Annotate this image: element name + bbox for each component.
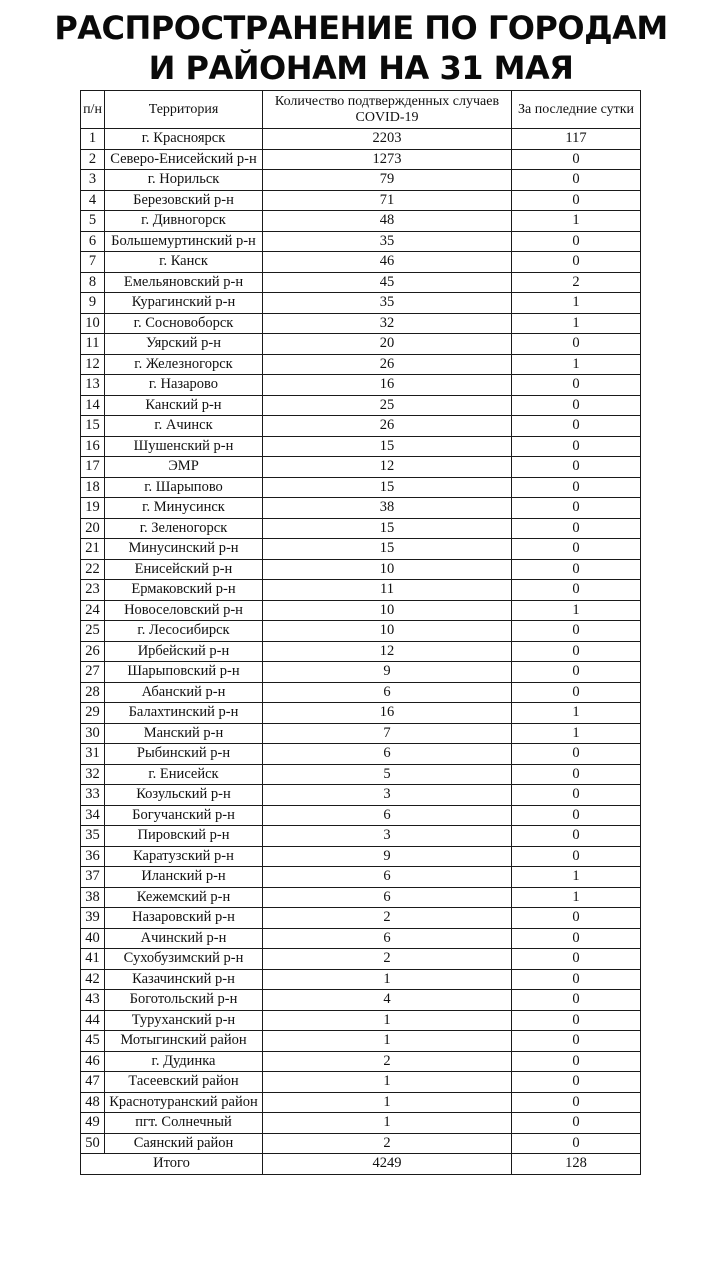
row-confirmed: 79 (263, 170, 512, 191)
row-territory: Назаровский р-н (105, 908, 263, 929)
row-number: 13 (81, 375, 105, 396)
row-number: 9 (81, 293, 105, 314)
row-confirmed: 6 (263, 682, 512, 703)
row-territory: Ермаковский р-н (105, 580, 263, 601)
row-confirmed: 6 (263, 744, 512, 765)
row-last-day: 0 (512, 682, 641, 703)
row-confirmed: 9 (263, 846, 512, 867)
row-territory: Рыбинский р-н (105, 744, 263, 765)
row-last-day: 1 (512, 703, 641, 724)
row-number: 17 (81, 457, 105, 478)
row-number: 22 (81, 559, 105, 580)
row-number: 19 (81, 498, 105, 519)
table-row (81, 1092, 641, 1113)
row-last-day: 1 (512, 211, 641, 232)
row-territory: Минусинский р-н (105, 539, 263, 560)
row-confirmed: 2 (263, 908, 512, 929)
row-last-day: 0 (512, 1010, 641, 1031)
row-confirmed: 2 (263, 1051, 512, 1072)
row-last-day: 0 (512, 334, 641, 355)
row-last-day: 1 (512, 313, 641, 334)
row-number: 28 (81, 682, 105, 703)
row-territory: Мотыгинский район (105, 1031, 263, 1052)
total-confirmed: 4249 (263, 1154, 512, 1175)
row-last-day: 1 (512, 723, 641, 744)
row-territory: Енисейский р-н (105, 559, 263, 580)
row-number: 24 (81, 600, 105, 621)
row-number: 14 (81, 395, 105, 416)
table-row (81, 518, 641, 539)
row-confirmed: 35 (263, 293, 512, 314)
row-number: 33 (81, 785, 105, 806)
row-territory: г. Норильск (105, 170, 263, 191)
row-confirmed: 6 (263, 887, 512, 908)
row-last-day: 2 (512, 272, 641, 293)
row-last-day: 0 (512, 990, 641, 1011)
row-last-day: 0 (512, 170, 641, 191)
row-territory: г. Железногорск (105, 354, 263, 375)
row-number: 7 (81, 252, 105, 273)
row-number: 40 (81, 928, 105, 949)
row-last-day: 0 (512, 539, 641, 560)
row-confirmed: 12 (263, 641, 512, 662)
row-territory: г. Дивногорск (105, 211, 263, 232)
table-row (81, 313, 641, 334)
table-row (81, 436, 641, 457)
row-territory: пгт. Солнечный (105, 1113, 263, 1134)
header-territory: Территория (105, 91, 263, 129)
table-row (81, 1051, 641, 1072)
row-last-day: 0 (512, 395, 641, 416)
table-row (81, 457, 641, 478)
table-row (81, 682, 641, 703)
table-row (81, 744, 641, 765)
row-confirmed: 10 (263, 621, 512, 642)
row-number: 3 (81, 170, 105, 191)
row-territory: Канский р-н (105, 395, 263, 416)
table-row (81, 272, 641, 293)
row-confirmed: 12 (263, 457, 512, 478)
row-confirmed: 4 (263, 990, 512, 1011)
row-number: 8 (81, 272, 105, 293)
title-line-2: И РАЙОНАМ НА 31 МАЯ (148, 49, 574, 87)
row-territory: Большемуртинский р-н (105, 231, 263, 252)
table-row (81, 949, 641, 970)
row-territory: г. Сосновоборск (105, 313, 263, 334)
row-confirmed: 45 (263, 272, 512, 293)
row-territory: Курагинский р-н (105, 293, 263, 314)
row-number: 15 (81, 416, 105, 437)
table-row (81, 600, 641, 621)
row-territory: г. Енисейск (105, 764, 263, 785)
row-territory: Балахтинский р-н (105, 703, 263, 724)
table-row (81, 846, 641, 867)
row-number: 29 (81, 703, 105, 724)
row-territory: Ирбейский р-н (105, 641, 263, 662)
table-row (81, 785, 641, 806)
row-territory: Шушенский р-н (105, 436, 263, 457)
row-number: 1 (81, 129, 105, 150)
table-row (81, 334, 641, 355)
row-confirmed: 26 (263, 416, 512, 437)
row-confirmed: 35 (263, 231, 512, 252)
row-confirmed: 15 (263, 539, 512, 560)
row-confirmed: 1 (263, 1113, 512, 1134)
header-confirmed-line-1: Количество подтвержденных случаев (274, 93, 500, 109)
row-territory: г. Назарово (105, 375, 263, 396)
row-territory: Манский р-н (105, 723, 263, 744)
row-number: 46 (81, 1051, 105, 1072)
row-territory: г. Канск (105, 252, 263, 273)
row-territory: Казачинский р-н (105, 969, 263, 990)
table-row (81, 129, 641, 150)
row-confirmed: 16 (263, 703, 512, 724)
row-territory: Сухобузимский р-н (105, 949, 263, 970)
row-confirmed: 32 (263, 313, 512, 334)
row-number: 10 (81, 313, 105, 334)
table-row (81, 887, 641, 908)
row-last-day: 0 (512, 231, 641, 252)
table-header-row (81, 91, 641, 129)
row-last-day: 0 (512, 149, 641, 170)
row-last-day: 0 (512, 826, 641, 847)
header-last-day: За последние сутки (512, 91, 641, 129)
row-last-day: 0 (512, 744, 641, 765)
table-row (81, 539, 641, 560)
total-row (81, 1154, 641, 1175)
row-confirmed: 38 (263, 498, 512, 519)
table-row (81, 211, 641, 232)
row-number: 18 (81, 477, 105, 498)
row-number: 27 (81, 662, 105, 683)
row-territory: г. Шарыпово (105, 477, 263, 498)
row-territory: Иланский р-н (105, 867, 263, 888)
row-last-day: 0 (512, 477, 641, 498)
table-row (81, 231, 641, 252)
row-confirmed: 71 (263, 190, 512, 211)
row-last-day: 0 (512, 436, 641, 457)
row-last-day: 0 (512, 1092, 641, 1113)
row-number: 37 (81, 867, 105, 888)
row-confirmed: 10 (263, 600, 512, 621)
table-row (81, 1010, 641, 1031)
row-last-day: 1 (512, 293, 641, 314)
row-number: 45 (81, 1031, 105, 1052)
row-last-day: 0 (512, 805, 641, 826)
row-last-day: 0 (512, 641, 641, 662)
row-number: 5 (81, 211, 105, 232)
row-confirmed: 3 (263, 826, 512, 847)
header-number: п/н (81, 91, 105, 129)
table-row (81, 764, 641, 785)
table-row (81, 149, 641, 170)
row-confirmed: 9 (263, 662, 512, 683)
row-territory: Боготольский р-н (105, 990, 263, 1011)
row-confirmed: 1273 (263, 149, 512, 170)
table-row (81, 826, 641, 847)
row-last-day: 0 (512, 559, 641, 580)
table-row (81, 1072, 641, 1093)
row-territory: Абанский р-н (105, 682, 263, 703)
total-label: Итого (81, 1154, 263, 1175)
row-territory: Саянский район (105, 1133, 263, 1154)
row-number: 2 (81, 149, 105, 170)
table-row (81, 969, 641, 990)
row-last-day: 1 (512, 354, 641, 375)
row-last-day: 0 (512, 1072, 641, 1093)
row-number: 11 (81, 334, 105, 355)
row-territory: г. Лесосибирск (105, 621, 263, 642)
row-number: 44 (81, 1010, 105, 1031)
row-territory: г. Ачинск (105, 416, 263, 437)
row-territory: Богучанский р-н (105, 805, 263, 826)
row-last-day: 0 (512, 498, 641, 519)
table-row (81, 416, 641, 437)
row-number: 35 (81, 826, 105, 847)
row-confirmed: 5 (263, 764, 512, 785)
row-last-day: 0 (512, 949, 641, 970)
table-row (81, 928, 641, 949)
table-row (81, 170, 641, 191)
row-confirmed: 2 (263, 1133, 512, 1154)
row-confirmed: 15 (263, 436, 512, 457)
row-confirmed: 1 (263, 1010, 512, 1031)
row-number: 16 (81, 436, 105, 457)
row-confirmed: 2 (263, 949, 512, 970)
row-territory: Пировский р-н (105, 826, 263, 847)
row-number: 12 (81, 354, 105, 375)
row-territory: Емельяновский р-н (105, 272, 263, 293)
table-row (81, 293, 641, 314)
row-number: 36 (81, 846, 105, 867)
row-confirmed: 1 (263, 969, 512, 990)
row-last-day: 0 (512, 457, 641, 478)
row-last-day: 0 (512, 969, 641, 990)
row-last-day: 0 (512, 375, 641, 396)
row-number: 20 (81, 518, 105, 539)
table-row (81, 703, 641, 724)
row-last-day: 0 (512, 785, 641, 806)
table-row (81, 252, 641, 273)
row-confirmed: 1 (263, 1092, 512, 1113)
row-territory: Северо-Енисейский р-н (105, 149, 263, 170)
row-number: 31 (81, 744, 105, 765)
row-last-day: 0 (512, 764, 641, 785)
row-confirmed: 7 (263, 723, 512, 744)
table-body (81, 129, 641, 1154)
row-territory: Новоселовский р-н (105, 600, 263, 621)
row-territory: Туруханский р-н (105, 1010, 263, 1031)
row-confirmed: 6 (263, 805, 512, 826)
row-confirmed: 15 (263, 477, 512, 498)
row-last-day: 0 (512, 1031, 641, 1052)
row-confirmed: 25 (263, 395, 512, 416)
row-territory: Каратузский р-н (105, 846, 263, 867)
row-territory: Краснотуранский район (105, 1092, 263, 1113)
row-last-day: 0 (512, 252, 641, 273)
row-confirmed: 6 (263, 867, 512, 888)
table-row (81, 908, 641, 929)
row-confirmed: 11 (263, 580, 512, 601)
total-last-day: 128 (512, 1154, 641, 1175)
row-confirmed: 26 (263, 354, 512, 375)
table-row (81, 559, 641, 580)
row-number: 47 (81, 1072, 105, 1093)
row-confirmed: 10 (263, 559, 512, 580)
table-row (81, 1133, 641, 1154)
row-number: 39 (81, 908, 105, 929)
row-confirmed: 48 (263, 211, 512, 232)
table-row (81, 354, 641, 375)
table-row (81, 395, 641, 416)
row-number: 38 (81, 887, 105, 908)
row-last-day: 0 (512, 908, 641, 929)
row-last-day: 0 (512, 662, 641, 683)
row-territory: Кежемский р-н (105, 887, 263, 908)
title-line-1: РАСПРОСТРАНЕНИЕ ПО ГОРОДАМ (54, 9, 668, 47)
row-last-day: 0 (512, 846, 641, 867)
row-territory: Козульский р-н (105, 785, 263, 806)
row-confirmed: 2203 (263, 129, 512, 150)
covid-cases-table (80, 90, 641, 1175)
table-row (81, 498, 641, 519)
row-last-day: 0 (512, 621, 641, 642)
table-row (81, 477, 641, 498)
row-number: 23 (81, 580, 105, 601)
row-confirmed: 1 (263, 1031, 512, 1052)
row-last-day: 0 (512, 1051, 641, 1072)
row-territory: г. Зеленогорск (105, 518, 263, 539)
row-territory: ЭМР (105, 457, 263, 478)
row-number: 26 (81, 641, 105, 662)
table-row (81, 1031, 641, 1052)
row-last-day: 0 (512, 518, 641, 539)
row-number: 4 (81, 190, 105, 211)
row-number: 32 (81, 764, 105, 785)
row-number: 6 (81, 231, 105, 252)
row-last-day: 1 (512, 600, 641, 621)
row-last-day: 1 (512, 887, 641, 908)
row-number: 41 (81, 949, 105, 970)
table-row (81, 990, 641, 1011)
table-row (81, 867, 641, 888)
table-row (81, 641, 641, 662)
table-row (81, 662, 641, 683)
header-confirmed (263, 91, 512, 129)
row-territory: Ачинский р-н (105, 928, 263, 949)
row-last-day: 0 (512, 190, 641, 211)
row-number: 42 (81, 969, 105, 990)
row-confirmed: 1 (263, 1072, 512, 1093)
row-territory: Тасеевский район (105, 1072, 263, 1093)
row-confirmed: 16 (263, 375, 512, 396)
row-territory: г. Дудинка (105, 1051, 263, 1072)
row-number: 50 (81, 1133, 105, 1154)
row-confirmed: 15 (263, 518, 512, 539)
row-last-day: 0 (512, 928, 641, 949)
row-number: 49 (81, 1113, 105, 1134)
table-row (81, 723, 641, 744)
page-title (0, 8, 722, 88)
table-row (81, 580, 641, 601)
row-last-day: 1 (512, 867, 641, 888)
table-row (81, 190, 641, 211)
row-confirmed: 20 (263, 334, 512, 355)
row-last-day: 0 (512, 580, 641, 601)
row-confirmed: 3 (263, 785, 512, 806)
table-row (81, 1113, 641, 1134)
row-last-day: 117 (512, 129, 641, 150)
row-number: 34 (81, 805, 105, 826)
row-number: 21 (81, 539, 105, 560)
row-confirmed: 46 (263, 252, 512, 273)
row-confirmed: 6 (263, 928, 512, 949)
row-territory: Березовский р-н (105, 190, 263, 211)
header-confirmed-line-2: COVID-19 (355, 109, 419, 125)
row-number: 48 (81, 1092, 105, 1113)
table-row (81, 375, 641, 396)
row-number: 43 (81, 990, 105, 1011)
row-territory: Уярский р-н (105, 334, 263, 355)
row-last-day: 0 (512, 1113, 641, 1134)
row-last-day: 0 (512, 416, 641, 437)
table-row (81, 805, 641, 826)
row-number: 30 (81, 723, 105, 744)
row-last-day: 0 (512, 1133, 641, 1154)
row-territory: г. Красноярск (105, 129, 263, 150)
table-row (81, 621, 641, 642)
row-territory: г. Минусинск (105, 498, 263, 519)
row-number: 25 (81, 621, 105, 642)
row-territory: Шарыповский р-н (105, 662, 263, 683)
